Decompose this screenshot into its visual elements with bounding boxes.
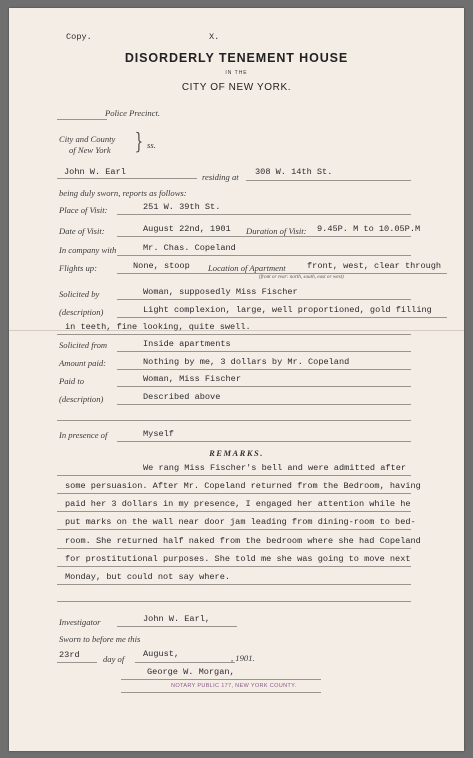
apartment-value: front, west, clear through: [307, 261, 442, 271]
description2-value: Described above: [143, 392, 221, 402]
date-value: August 22nd, 1901: [143, 224, 231, 234]
sworn-day: 23rd: [59, 650, 80, 660]
notary-stamp: NOTARY PUBLIC 177, NEW YORK COUNTY.: [171, 683, 297, 689]
presence-label: In presence of: [59, 430, 108, 440]
flights-value: None, stoop: [133, 261, 190, 271]
presence-value: Myself: [143, 429, 174, 439]
document-title: DISORDERLY TENEMENT HOUSE: [124, 51, 349, 65]
description2-label: (description): [59, 394, 104, 404]
place-label: Place of Visit:: [59, 205, 108, 215]
investigator-label: Investigator: [59, 617, 101, 627]
in-the-text: IN THE: [225, 70, 248, 76]
flights-label: Flights up:: [59, 263, 97, 273]
amount-label: Amount paid:: [59, 358, 107, 368]
day-of-label: day of: [103, 654, 125, 664]
paid-to-label: Paid to: [59, 376, 85, 386]
remarks-heading: REMARKS.: [209, 448, 264, 458]
solicited-from-label: Solicited from: [59, 340, 108, 350]
company-value: Mr. Chas. Copeland: [143, 243, 236, 253]
sworn-year: , 1901.: [231, 653, 255, 663]
solicited-value: Woman, supposedly Miss Fischer: [143, 287, 298, 297]
apartment-note: (front or rear: north, south, east or west): [259, 274, 344, 280]
residing-label: residing at: [202, 172, 239, 182]
solicited-from-value: Inside apartments: [143, 339, 231, 349]
remarks-line: some persuasion. After Mr. Copeland returned from the Bedroom, having: [65, 481, 421, 491]
description-line-2: in teeth, fine looking, quite swell.: [65, 322, 251, 332]
remarks-line: Monday, but could not say where.: [65, 572, 231, 582]
city-heading: CITY OF NEW YORK.: [181, 82, 292, 93]
police-precinct-label: Police Precinct.: [105, 108, 161, 118]
duration-label: Duration of Visit:: [246, 226, 307, 236]
remarks-line: paid her 3 dollars in my presence, I engaged her attention while he: [65, 499, 411, 509]
deponent-name: John W. Earl: [64, 167, 126, 177]
investigator-value: John W. Earl,: [143, 614, 211, 624]
apartment-label: Location of Apartment: [208, 263, 286, 273]
copy-mark: Copy.: [66, 32, 92, 42]
sworn-label: being duly sworn, reports as follows:: [59, 188, 187, 198]
remarks-line: for prostitutional purposes. She told me she was going to move next: [65, 554, 411, 564]
city-county-label: City and County: [59, 134, 116, 144]
remarks-line: We rang Miss Fischer's bell and were admitted after: [143, 463, 407, 473]
x-mark: X.: [209, 32, 220, 42]
date-label: Date of Visit:: [59, 226, 105, 236]
company-label: In company with: [59, 245, 117, 255]
remarks-line: put marks on the wall near door jam leading from dining-room to bed-: [65, 517, 416, 527]
paid-to-value: Woman, Miss Fischer: [143, 374, 241, 384]
sworn-month: August,: [143, 649, 180, 659]
description-label: (description): [59, 307, 104, 317]
notary-name: George W. Morgan,: [147, 667, 235, 677]
solicited-label: Solicited by: [59, 289, 100, 299]
duration-value: 9.45P. M to 10.05P.M: [317, 224, 421, 234]
remarks-line: room. She returned half naked from the bedroom where she had Copeland: [65, 536, 421, 546]
of-new-york-label: of New York: [69, 145, 111, 155]
sworn-before-label: Sworn to before me this: [59, 634, 141, 644]
place-value: 251 W. 39th St.: [143, 202, 221, 212]
description-line-1: Light complexion, large, well proportioned, gold filling: [143, 305, 432, 315]
brace-mark: }: [134, 130, 144, 155]
amount-value: Nothing by me, 3 dollars by Mr. Copeland: [143, 357, 350, 367]
ss-label: ss.: [147, 140, 156, 150]
document-page: [9, 8, 464, 751]
residence-value: 308 W. 14th St.: [255, 167, 333, 177]
